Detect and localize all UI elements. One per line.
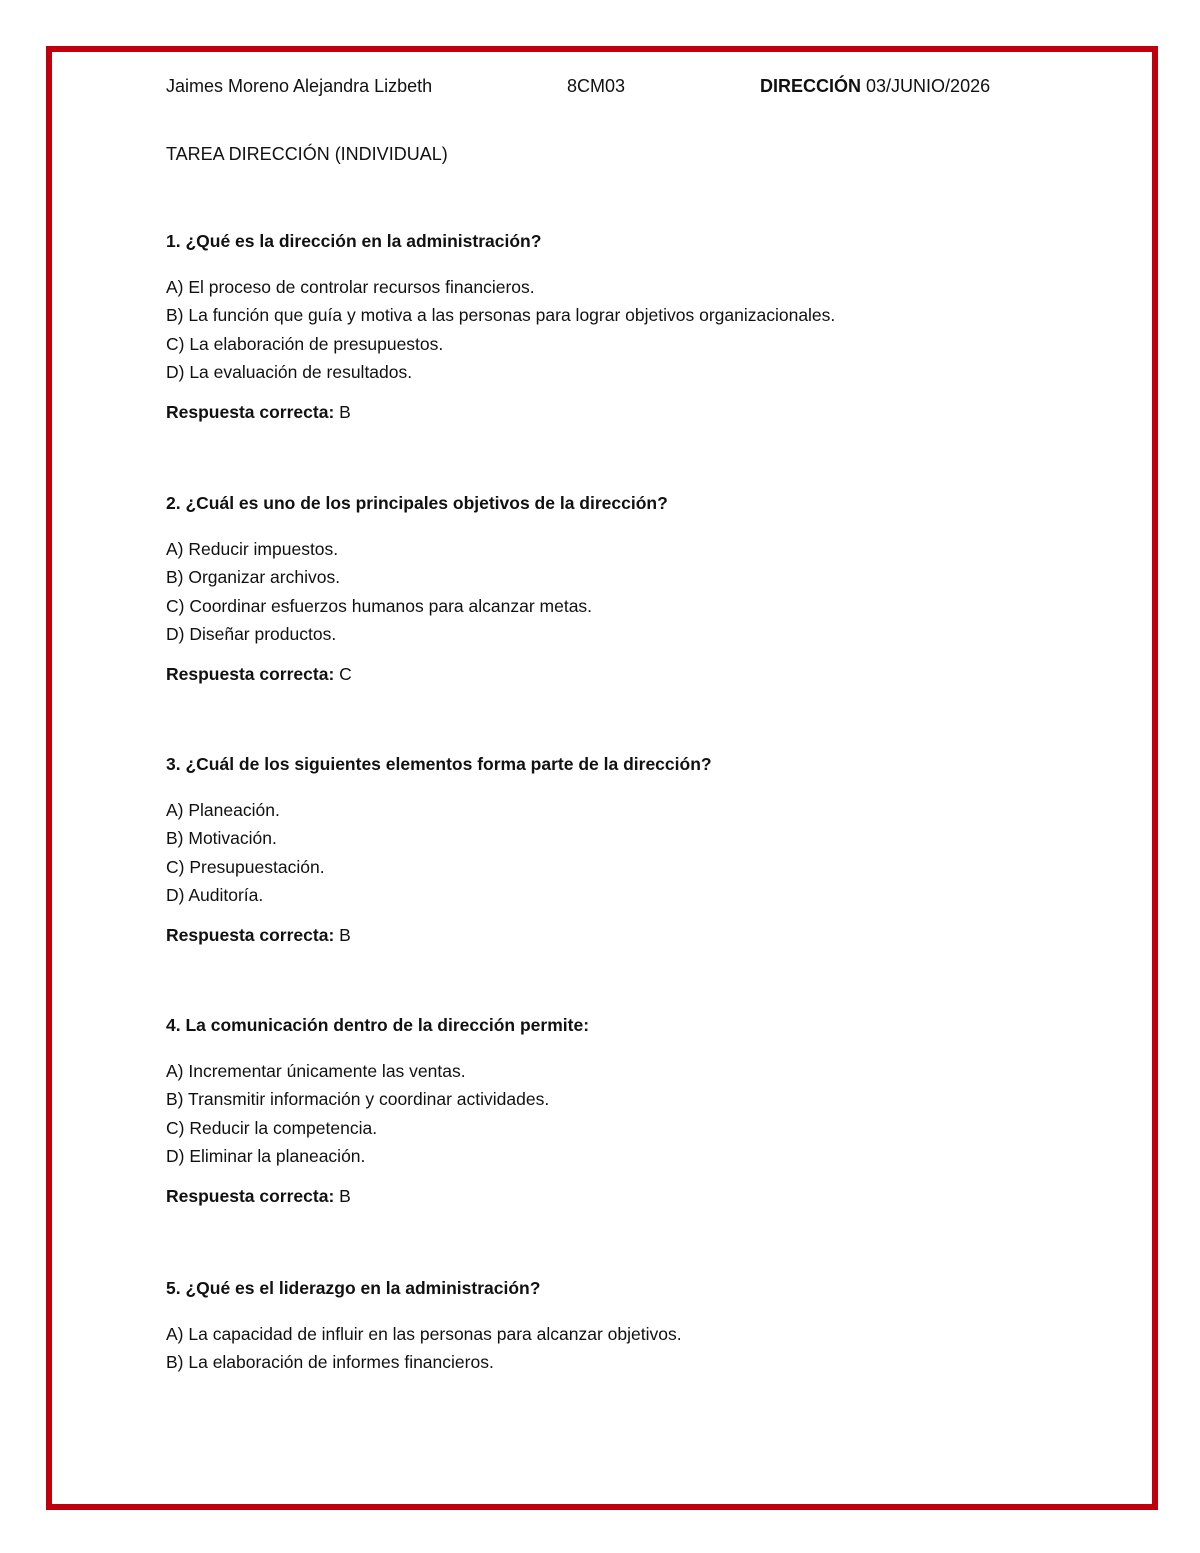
option-a: A) El proceso de controlar recursos financieros. [166,277,535,297]
option-a: A) Incrementar únicamente las ventas. [166,1061,466,1081]
question-title: 3. ¿Cuál de los siguientes elementos forma parte de la dirección? [166,754,712,774]
answer-value: B [339,925,351,946]
option-a: A) Reducir impuestos. [166,539,339,559]
task-title: TAREA DIRECCIÓN (INDIVIDUAL) [166,144,448,164]
option-b: B) La elaboración de informes financieros. [166,1352,494,1373]
document-header [0,74,1200,98]
option-d: D) Eliminar la planeación. [166,1145,366,1166]
correct-answer [166,662,1126,686]
option-list [166,1057,1126,1170]
answer-label: Respuesta correcta: [166,925,335,946]
option-c: C) Reducir la competencia. [166,1117,378,1138]
answer-label: Respuesta correcta: [166,664,335,685]
question-title: 1. ¿Qué es la dirección en la administración? [166,231,542,251]
option-b: B) La función que guía y motiva a las personas para lograr objetivos organizacionales. [166,305,836,326]
option-c: C) Presupuestación. [166,856,325,877]
question-4 [166,1013,1126,1208]
option-b: B) Transmitir información y coordinar actividades. [166,1089,550,1110]
option-b: B) Motivación. [166,828,277,849]
subject-title: DIRECCIÓN [760,76,862,96]
option-list [166,273,1126,386]
answer-label: Respuesta correcta: [166,1186,335,1207]
correct-answer [166,1184,1126,1208]
option-b: B) Organizar archivos. [166,567,341,588]
question-2 [166,491,1126,686]
option-d: D) Diseñar productos. [166,623,337,644]
option-list [166,1320,1126,1377]
question-title: 2. ¿Cuál es uno de los principales objetivos de la dirección? [166,493,668,513]
option-a: A) Planeación. [166,800,280,820]
option-c: C) Coordinar esfuerzos humanos para alcanzar metas. [166,595,593,616]
question-5 [166,1276,1126,1377]
question-1 [166,229,1126,424]
correct-answer [166,400,1126,424]
answer-value: B [339,1186,351,1207]
option-a: A) La capacidad de influir en las personas para alcanzar objetivos. [166,1324,682,1344]
option-list [166,796,1126,909]
option-d: D) Auditoría. [166,884,264,905]
group-code: 8CM03 [567,76,626,96]
question-3 [166,752,1126,947]
question-title: 4. La comunicación dentro de la dirección permite: [166,1015,590,1035]
student-name: Jaimes Moreno Alejandra Lizbeth [166,76,433,96]
option-d: D) La evaluación de resultados. [166,361,413,382]
option-list [166,535,1126,648]
question-title: 5. ¿Qué es el liderazgo en la administración? [166,1278,541,1298]
correct-answer [166,923,1126,947]
option-c: C) La elaboración de presupuestos. [166,333,444,354]
answer-value: B [339,402,351,423]
answer-label: Respuesta correcta: [166,402,335,423]
document-date: 03/JUNIO/2026 [866,76,991,96]
answer-value: C [339,664,352,685]
subject-and-date [760,74,990,98]
